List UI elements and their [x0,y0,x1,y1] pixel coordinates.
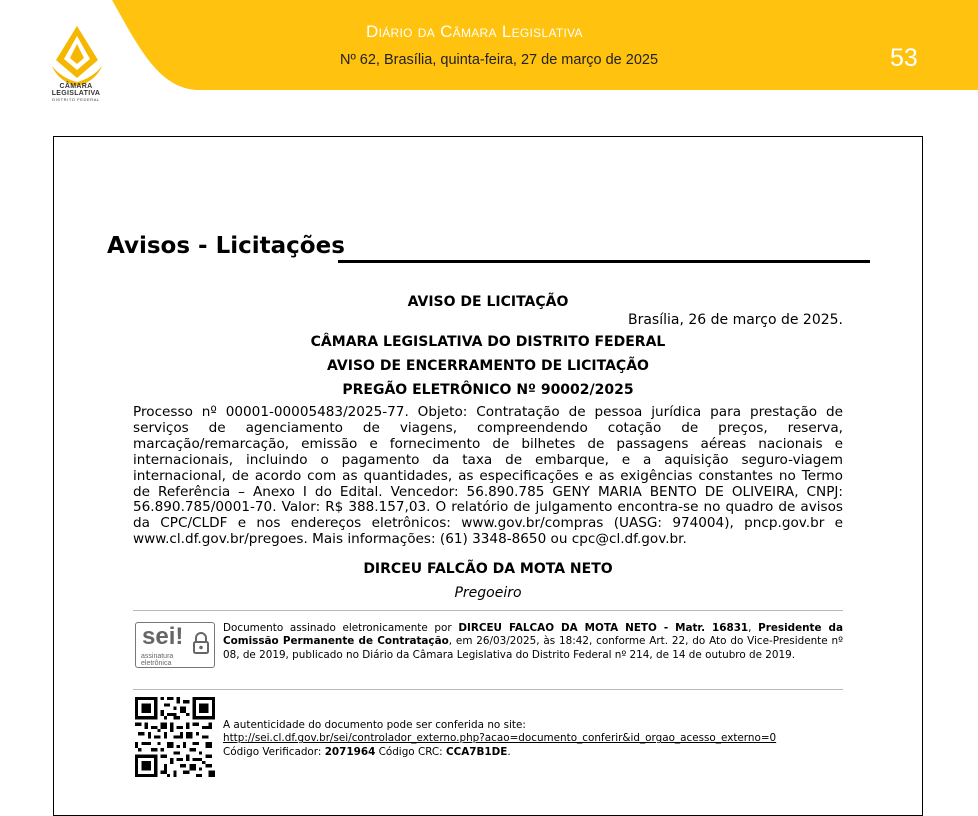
authenticity-block [223,719,863,759]
notice-pregao: PREGÃO ELETRÔNICO Nº 90002/2025 [342,382,634,398]
signer-role: Pregoeiro [454,585,522,601]
signer-name: DIRCEU FALCÃO DA MOTA NETO [363,561,613,577]
logo-text [40,83,112,102]
notice-heading: AVISO DE LICITAÇÃO [407,294,569,310]
sei-logo [135,622,215,668]
logo-line1: CÂMARA [59,83,93,90]
notice-subject: AVISO DE ENCERRAMENTO DE LICITAÇÃO [327,358,649,374]
sei-logo-sub2: eletrônica [141,660,172,667]
lock-icon [192,631,210,655]
notice-body: Processo nº 00001-00005483/2025-77. Objeto: Contratação de pessoa jurídica para prestação de serviços de agenciamento de viagens, compreendendo cotação de preços, reserva, marcação/remarcação, emissão e fornecimento de bilhetes de passagens aéreas nacionais e internacionais, incluindo o pagamento da taxa de embarque, e a aquisição seguro-viagem internacional, de acordo com as quantidades, as especificações e as exigências constantes no Termo de Referência – Anexo I do Edital. Vencedor: 56.890.785 GENY MARIA BENTO DE OLIVEIRA, CNPJ: 56.890.785/0001-70. Valor: R$ 388.157,03. O relatório de julgamento encontra-se no quadro de avisos da CPC/CLDF e nos endereços eletrônicos: www.gov.br/compras (UASG: 974004), pncp.gov.br e www.cl.df.gov.br/pregoes. Mais informações: (61) 3348-8650 ou cpc@cl.df.gov.br. [133,404,843,548]
authenticity-link[interactable]: http://sei.cl.df.gov.br/sei/controlador_externo.php?acao=documento_conferir&id_orgao_acesso_externo=0 [223,732,777,745]
sei-logo-subtitle [141,653,173,667]
issue-info: Nº 62, Brasília, quinta-feira, 27 de março de 2025 [340,52,659,68]
sei-logo-sub1: assinatura [141,653,174,660]
sei-logo-word: sei! [142,623,184,650]
verifier-label: Código Verificador: [223,745,325,758]
divider-top [133,610,843,611]
section-title: Avisos - Licitações [107,233,345,259]
signature-role: Presidente da Comissão Permanente de Contratação [223,622,843,648]
signature-prefix: Documento assinado eletronicamente por [223,622,459,634]
verifier-code: 2071964 [324,745,376,758]
header-band-shape [0,0,978,90]
page-number: 53 [890,44,918,72]
signature-sep: , [748,622,759,634]
journal-title: Diário da Câmara Legislativa [366,22,583,41]
signature-rest: , em 26/03/2025, às 18:42, conforme Art. 22, do Ato do Vice-Presidente nº 08, de 2019, publicado no Diário da Câmara Legislativa do Distrito Federal nº 214, de 14 de outubro de 2019. [223,635,844,661]
qr-code-icon [135,697,215,777]
section-title-rule [338,260,870,263]
authenticity-intro: A autenticidade do documento pode ser conferida no site: [223,719,526,731]
logo-line3: DISTRITO FEDERAL [52,97,100,102]
logo-line2: LEGISLATIVA [51,90,101,97]
signature-statement [223,622,843,662]
notice-date: Brasília, 26 de março de 2025. [627,312,843,328]
crc-code: CCA7B1DE [445,745,508,758]
header-band [0,0,978,90]
notice-institution: CÂMARA LEGISLATIVA DO DISTRITO FEDERAL [310,334,666,350]
crc-label: Código CRC: [375,745,446,758]
signature-signer: DIRCEU FALCAO DA MOTA NETO - Matr. 16831 [458,622,749,634]
divider-bottom [133,689,843,690]
authenticity-end: . [507,745,511,758]
